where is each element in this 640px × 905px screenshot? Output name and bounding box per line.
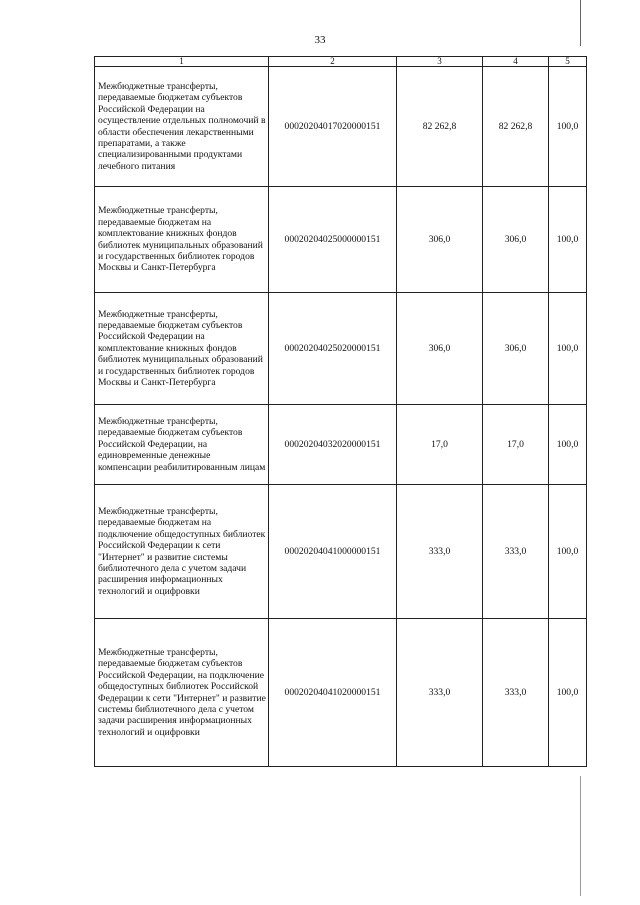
row-code: 00020204032020000151 xyxy=(269,405,397,485)
row-description: Межбюджетные трансферты, передаваемые бюджетам субъектов Российской Федерации, на подключение общедоступных библиотек Российской Федерации к сети "Интернет" и развитие системы библиотечного дела с учетом задачи расширения информационных технологий и оцифровки xyxy=(95,619,269,767)
row-percent: 100,0 xyxy=(549,293,587,405)
row-percent: 100,0 xyxy=(549,187,587,293)
row-code: 00020204025000000151 xyxy=(269,187,397,293)
table-row xyxy=(95,485,587,619)
row-actual-value: 333,0 xyxy=(483,485,549,619)
table-row xyxy=(95,619,587,767)
row-code: 00020204025020000151 xyxy=(269,293,397,405)
column-header: 1 xyxy=(95,57,269,67)
page-number: 33 xyxy=(314,34,326,46)
table-row xyxy=(95,187,587,293)
row-actual-value: 17,0 xyxy=(483,405,549,485)
budget-table xyxy=(94,56,587,767)
row-plan-value: 82 262,8 xyxy=(397,67,483,187)
row-percent: 100,0 xyxy=(549,67,587,187)
row-percent: 100,0 xyxy=(549,619,587,767)
table-row xyxy=(95,293,587,405)
row-percent: 100,0 xyxy=(549,405,587,485)
row-plan-value: 306,0 xyxy=(397,293,483,405)
row-code: 00020204041000000151 xyxy=(269,485,397,619)
table-header-row xyxy=(95,57,587,67)
row-description: Межбюджетные трансферты, передаваемые бюджетам субъектов Российской Федерации на осуществление отдельных полномочий в области обеспечения лекарственными препаратами, а также специализированными продуктами лечебного питания xyxy=(95,67,269,187)
row-plan-value: 333,0 xyxy=(397,485,483,619)
scan-margin-line xyxy=(580,776,581,896)
row-actual-value: 306,0 xyxy=(483,187,549,293)
row-description: Межбюджетные трансферты, передаваемые бюджетам на комплектование книжных фондов библиотек муниципальных образований и государственных библиотек городов Москвы и Санкт-Петербурга xyxy=(95,187,269,293)
table-row xyxy=(95,67,587,187)
row-plan-value: 333,0 xyxy=(397,619,483,767)
row-plan-value: 306,0 xyxy=(397,187,483,293)
column-header: 4 xyxy=(483,57,549,67)
column-header: 5 xyxy=(549,57,587,67)
row-percent: 100,0 xyxy=(549,485,587,619)
row-actual-value: 82 262,8 xyxy=(483,67,549,187)
table-row xyxy=(95,405,587,485)
row-plan-value: 17,0 xyxy=(397,405,483,485)
row-description: Межбюджетные трансферты, передаваемые бюджетам субъектов Российской Федерации на комплектование книжных фондов библиотек муниципальных образований и государственных библиотек городов Москвы и Санкт-Петербурга xyxy=(95,293,269,405)
row-description: Межбюджетные трансферты, передаваемые бюджетам субъектов Российской Федерации, на единовременные денежные компенсации реабилитированным лицам xyxy=(95,405,269,485)
row-code: 00020204017020000151 xyxy=(269,67,397,187)
row-code: 00020204041020000151 xyxy=(269,619,397,767)
column-header: 3 xyxy=(397,57,483,67)
row-description: Межбюджетные трансферты, передаваемые бюджетам на подключение общедоступных библиотек Российской Федерации к сети "Интернет" и развитие системы библиотечного дела с учетом задачи расширения информационных технологий и оцифровки xyxy=(95,485,269,619)
row-actual-value: 306,0 xyxy=(483,293,549,405)
column-header: 2 xyxy=(269,57,397,67)
row-actual-value: 333,0 xyxy=(483,619,549,767)
